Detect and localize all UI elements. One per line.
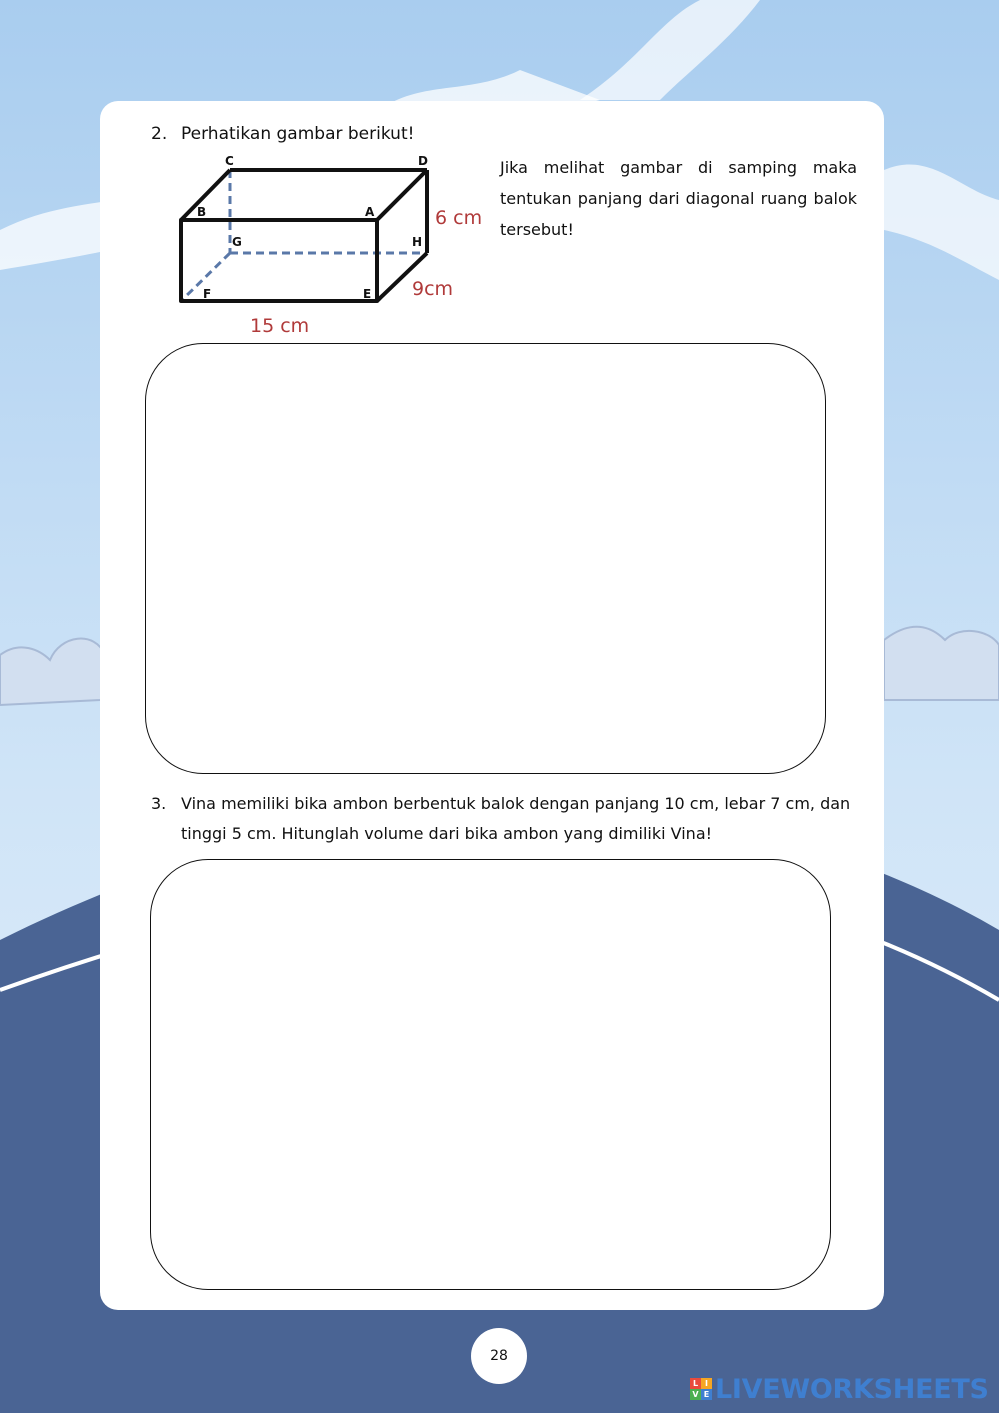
cloud-left [0,639,114,705]
vertex-label-a: A [365,205,375,219]
question-2-text: Jika melihat gambar di samping maka tentukan panjang dari diagonal ruang balok tersebut! [500,158,857,239]
length-dimension-label: 15 cm [250,315,310,337]
hidden-edges [181,170,427,301]
visible-edges [181,170,427,301]
vertex-label-b: B [197,205,207,219]
cuboid-figure [170,148,490,348]
question-2-heading [151,124,414,144]
liveworksheets-icon [690,1378,712,1400]
question-heading-text: Perhatikan gambar berikut! [181,124,415,144]
logo-letter-l: L [690,1378,701,1389]
width-dimension-label: 9cm [412,278,454,300]
liveworksheets-logo[interactable] [690,1372,989,1406]
answer-box-question-2[interactable] [145,343,826,774]
vertex-label-e: E [363,287,372,301]
question-number: 2. [151,124,168,144]
vertex-label-f: F [203,287,212,301]
logo-letter-v: V [690,1389,701,1400]
logo-letter-e: E [701,1389,712,1400]
question-number: 3. [151,794,167,813]
vertex-label-d: D [418,154,428,168]
answer-box-question-3[interactable] [150,859,831,1290]
question-3-text: Vina memiliki bika ambon berbentuk balok dengan panjang 10 cm, lebar 7 cm, dan tinggi 5 cm. Hitunglah volume dari bika ambon yang dimiliki Vina! [181,794,851,843]
vertex-label-h: H [412,235,423,249]
cloud-right [884,627,999,700]
page-number [471,1328,527,1384]
question-3 [151,789,863,849]
liveworksheets-name: LIVEWORKSHEETS [715,1373,989,1405]
vertex-label-c: C [225,154,234,168]
logo-letter-i: I [701,1378,712,1389]
height-dimension-label: 6 cm [435,207,483,229]
page-number-text: 28 [490,1348,508,1364]
vertex-label-g: G [232,235,242,249]
